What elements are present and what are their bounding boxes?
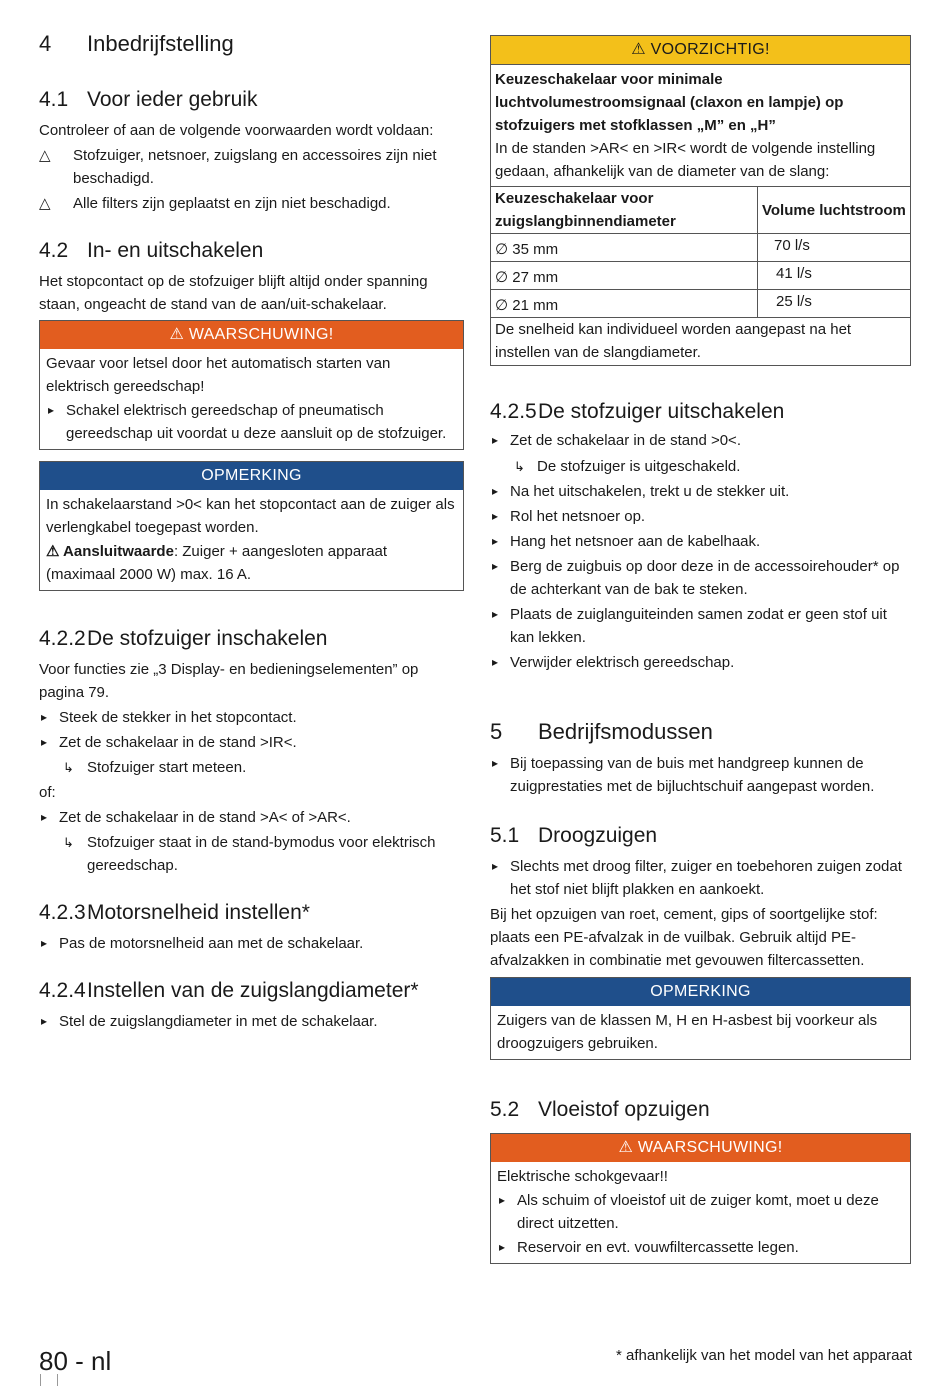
result-item: ↳ Stofzuiger start meteen. (39, 756, 464, 779)
page-number: 80 - nl (39, 1346, 112, 1376)
cell-diameter: ∅ 21 mm (491, 290, 758, 318)
caution-header: ⚠ VOORZICHTIG! (491, 36, 910, 64)
note-text: In schakelaarstand >0< kan het stopcontact aan de zuiger als verlengkabel toegepast worden. (46, 496, 455, 536)
step-item: ▸ Stel de zuigslangdiameter in met de schakelaar. (39, 1010, 464, 1033)
result-item: ↳ Stofzuiger staat in de stand-bymodus voor elektrisch gereedschap. (39, 831, 464, 877)
result-arrow-icon: ↳ (63, 835, 74, 850)
table-header-diameter: Keuzeschakelaar voor zuigslangbinnendiameter (491, 187, 758, 234)
check-item: △ Alle filters zijn geplaatst en zijn niet beschadigd. (39, 192, 464, 215)
step-item: ▸ Rol het netsnoer op. (490, 505, 911, 528)
caution-title: Keuzeschakelaar voor minimale luchtvolumestroomsignaal (claxon en lampje) op stofzuigers met stofklassen „M” en „H” (495, 71, 844, 134)
cell-diameter: ∅ 35 mm (491, 234, 758, 262)
section-4-2-4-heading: 4.2.4Instellen van de zuigslangdiameter* (39, 979, 419, 1002)
section-4-2-2-heading: 4.2.2De stofzuiger inschakelen (39, 627, 328, 650)
step-item: ▸ Plaats de zuiglanguiteinden samen zodat er geen stof uit kan lekken. (490, 603, 911, 649)
check-item: △ Stofzuiger, netsnoer, zuigslang en accessoires zijn niet beschadigd. (39, 144, 464, 190)
s41-intro: Controleer of aan de volgende voorwaarden wordt voldaan: (39, 122, 434, 139)
s422-intro: Voor functies zie „3 Display- en bedieningselementen” op pagina 79. (39, 661, 419, 701)
s42-text: Het stopcontact op de stofzuiger blijft altijd onder spanning staan, ongeacht de stand van de aan/uit-schakelaar. (39, 273, 428, 313)
step-item: ▸ Steek de stekker in het stopcontact. (39, 706, 464, 729)
cell-diameter: ∅ 27 mm (491, 262, 758, 290)
warning-box-2 (490, 1133, 911, 1264)
step-item: ▸ Hang het netsnoer aan de kabelhaak. (490, 530, 911, 553)
note-box (39, 461, 464, 591)
triangle-icon: △ (39, 195, 51, 212)
caution-text: In de standen >AR< en >IR< wordt de volgende instelling gedaan, afhankelijk van de diameter van de slang: (495, 140, 876, 180)
table-row (491, 290, 910, 318)
note-header: OPMERKING (40, 462, 463, 490)
note-rating: ⚠ Aansluitwaarde: Zuiger + aangesloten apparaat (maximaal 2000 W) max. 16 A. (46, 543, 388, 583)
table-row (491, 234, 910, 262)
section-5-heading: 5 Bedrijfsmodussen (490, 719, 713, 744)
warning-bullet: ▸ Schakel elektrisch gereedschap of pneumatisch gereedschap uit voordat u deze aansluit op de stofzuiger. (46, 399, 457, 445)
warning-text: Elektrische schokgevaar!! (497, 1168, 668, 1185)
step-item: ▸ Zet de schakelaar in de stand >A< of >AR<. (39, 806, 464, 829)
section-4-1-heading: 4.1 Voor ieder gebruik (39, 88, 258, 111)
result-arrow-icon: ↳ (63, 760, 74, 775)
right-column (490, 0, 911, 1264)
table-row (491, 262, 910, 290)
step-item: ▸ Bij toepassing van de buis met handgreep kunnen de zuigprestaties met de bijluchtschuif aangepast worden. (490, 752, 911, 798)
warning-box (39, 320, 464, 450)
step-item: ▸ Berg de zuigbuis op door deze in de accessoirehouder* op de achterkant van de bak te steken. (490, 555, 911, 601)
warning-bullet: ▸ Reservoir en evt. vouwfiltercassette legen. (497, 1236, 904, 1259)
table-header-volume: Volume luchtstroom (758, 187, 911, 234)
note-text: Zuigers van de klassen M, H en H-asbest bij voorkeur als droogzuigers gebruiken. (497, 1012, 878, 1052)
s51-text: Bij het opzuigen van roet, cement, gips of soortgelijke stof: plaats een PE-afvalzak in de vuilbak. Gebruik altijd PE-afvalzakken in combinatie met gevouwen filtercassetten. (490, 906, 878, 969)
crop-mark (40, 1374, 58, 1386)
step-item: ▸ Na het uitschakelen, trekt u de stekker uit. (490, 480, 911, 503)
result-item: ↳ De stofzuiger is uitgeschakeld. (490, 455, 911, 478)
airflow-table (491, 186, 910, 365)
table-foot-row (491, 318, 910, 366)
step-item: ▸ Pas de motorsnelheid aan met de schakelaar. (39, 932, 464, 955)
or-text: of: (39, 784, 56, 801)
warning-text: Gevaar voor letsel door het automatisch starten van elektrisch gereedschap! (46, 355, 391, 395)
footnote: * afhankelijk van het model van het apparaat (615, 1347, 912, 1364)
table-footnote: De snelheid kan individueel worden aangepast na het instellen van de slangdiameter. (491, 318, 910, 366)
section-5-2-heading: 5.2 Vloeistof opzuigen (490, 1098, 710, 1121)
warning-bullet: ▸ Als schuim of vloeistof uit de zuiger komt, moet u deze direct uitzetten. (497, 1189, 904, 1235)
cell-volume: 70 l/s (758, 234, 911, 262)
warning-header: ⚠ WAARSCHUWING! (40, 321, 463, 349)
section-4-heading: 4 Inbedrijfstelling (39, 31, 234, 56)
triangle-icon: △ (39, 147, 51, 164)
section-4-2-3-heading: 4.2.3Motorsnelheid instellen* (39, 901, 310, 924)
table-header-row (491, 187, 910, 234)
section-4-2-5-heading: 4.2.5De stofzuiger uitschakelen (490, 400, 785, 423)
cell-volume: 25 l/s (758, 290, 911, 318)
step-item: ▸ Zet de schakelaar in de stand >IR<. (39, 731, 464, 754)
warning-header: ⚠ WAARSCHUWING! (491, 1134, 910, 1162)
result-arrow-icon: ↳ (514, 459, 525, 474)
note-box-2 (490, 977, 911, 1060)
note-header: OPMERKING (491, 978, 910, 1006)
cell-volume: 41 l/s (758, 262, 911, 290)
left-column (39, 0, 464, 1033)
section-4-2-heading: 4.2 In- en uitschakelen (39, 239, 264, 262)
section-5-1-heading: 5.1 Droogzuigen (490, 824, 658, 847)
step-item: ▸ Zet de schakelaar in de stand >0<. (490, 429, 911, 452)
caution-box (490, 35, 911, 366)
step-item: ▸ Verwijder elektrisch gereedschap. (490, 651, 911, 674)
step-item: ▸ Slechts met droog filter, zuiger en toebehoren zuigen zodat het stof niet blijft plakken en aankoekt. (490, 855, 911, 901)
